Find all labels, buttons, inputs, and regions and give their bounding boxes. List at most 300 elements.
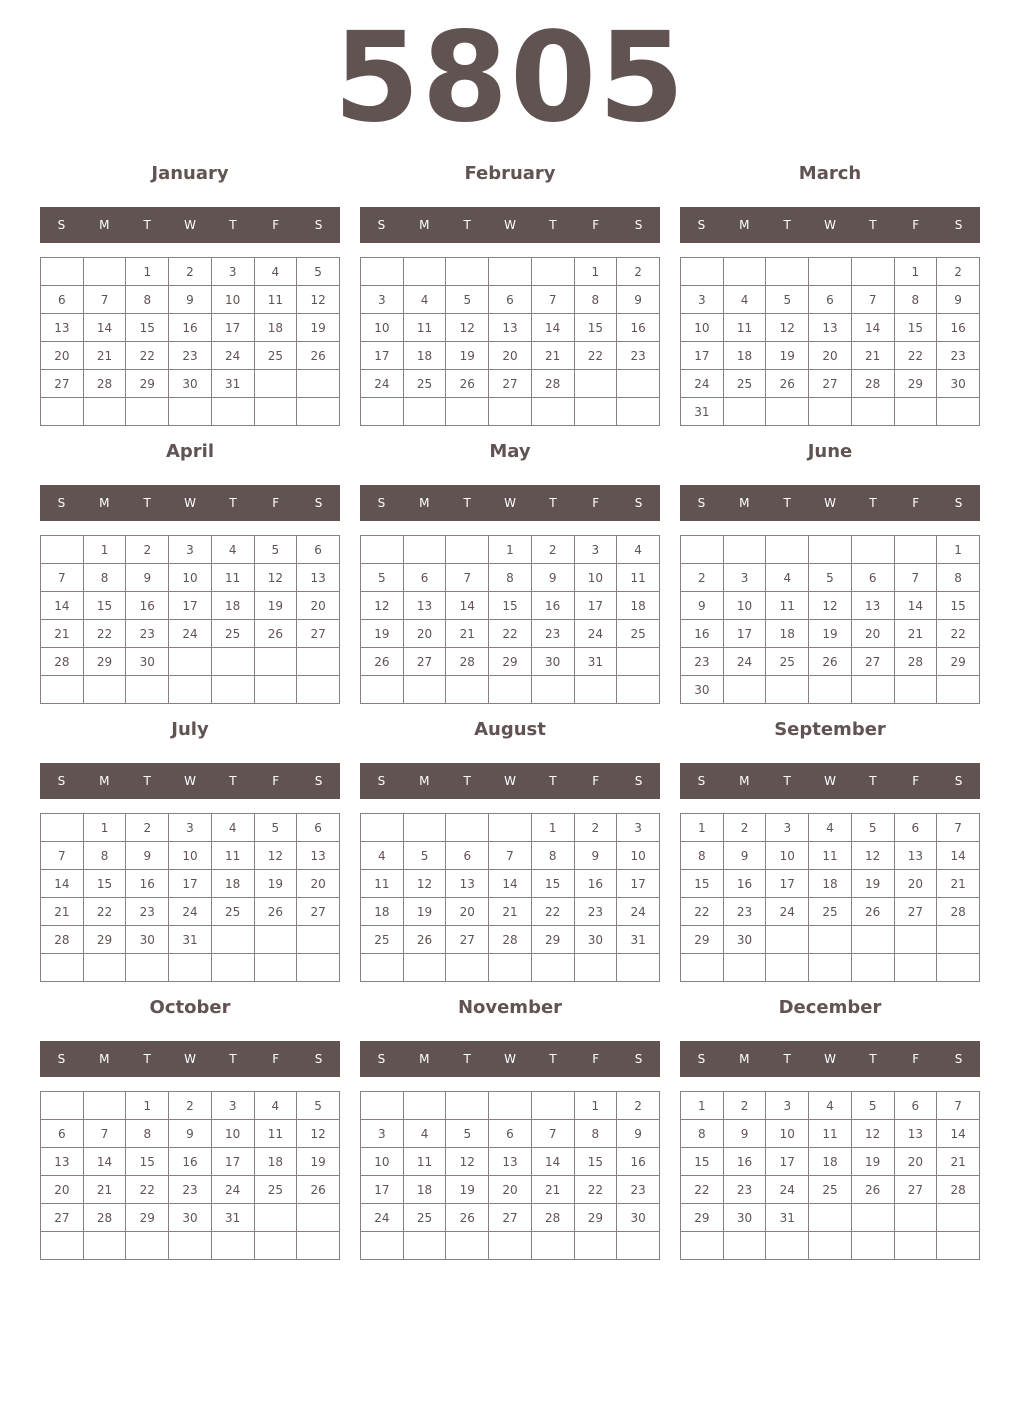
day-cell: 23 xyxy=(169,342,212,370)
day-cell: 10 xyxy=(766,1120,809,1148)
day-cell: 1 xyxy=(531,814,574,842)
day-cell: 20 xyxy=(851,620,894,648)
day-cell xyxy=(574,676,617,704)
day-cell: 21 xyxy=(83,1176,126,1204)
day-cell xyxy=(297,1204,340,1232)
day-cell xyxy=(361,536,404,564)
day-cell: 9 xyxy=(681,592,724,620)
weekday-label: M xyxy=(419,1052,430,1066)
day-cell: 24 xyxy=(574,620,617,648)
day-cell: 9 xyxy=(617,286,660,314)
day-cell: 21 xyxy=(894,620,937,648)
day-cell: 18 xyxy=(211,592,254,620)
day-cell: 19 xyxy=(297,314,340,342)
day-cell: 22 xyxy=(126,342,169,370)
day-cell: 21 xyxy=(531,1176,574,1204)
day-cell: 6 xyxy=(297,814,340,842)
weekday-label: T xyxy=(549,496,557,510)
day-grid xyxy=(680,813,980,982)
day-cell: 5 xyxy=(403,842,446,870)
day-cell xyxy=(254,676,297,704)
day-cell: 24 xyxy=(361,1204,404,1232)
day-cell: 14 xyxy=(489,870,532,898)
day-cell: 19 xyxy=(403,898,446,926)
day-cell: 14 xyxy=(83,1148,126,1176)
day-cell xyxy=(894,954,937,982)
day-cell: 8 xyxy=(574,1120,617,1148)
day-cell xyxy=(809,676,852,704)
day-cell xyxy=(41,1092,84,1120)
day-cell: 18 xyxy=(809,870,852,898)
month-january xyxy=(40,160,340,428)
month-july xyxy=(40,716,340,984)
day-cell: 22 xyxy=(489,620,532,648)
day-cell: 14 xyxy=(446,592,489,620)
week-row xyxy=(41,370,340,398)
day-cell: 22 xyxy=(126,1176,169,1204)
weekday-label: S xyxy=(57,1052,66,1066)
day-cell xyxy=(361,398,404,426)
day-cell: 13 xyxy=(446,870,489,898)
calendar-year-title: 5805 xyxy=(333,6,687,150)
day-cell: 10 xyxy=(574,564,617,592)
day-cell xyxy=(894,398,937,426)
day-cell xyxy=(446,814,489,842)
day-cell xyxy=(41,398,84,426)
day-cell: 3 xyxy=(169,536,212,564)
day-cell: 1 xyxy=(126,1092,169,1120)
day-cell xyxy=(297,676,340,704)
day-cell: 13 xyxy=(489,314,532,342)
weekday-label: F xyxy=(592,496,600,510)
day-cell: 16 xyxy=(169,1148,212,1176)
day-cell: 3 xyxy=(211,258,254,286)
day-cell xyxy=(403,258,446,286)
day-cell: 26 xyxy=(766,370,809,398)
day-cell: 31 xyxy=(617,926,660,954)
day-cell xyxy=(297,954,340,982)
day-grid xyxy=(360,813,660,982)
weekday-label: M xyxy=(739,1052,750,1066)
week-row xyxy=(361,926,660,954)
weekday-label: F xyxy=(272,774,280,788)
week-row xyxy=(41,620,340,648)
day-cell: 6 xyxy=(297,536,340,564)
day-cell: 9 xyxy=(126,842,169,870)
month-march xyxy=(680,160,980,428)
day-cell: 3 xyxy=(766,1092,809,1120)
weekday-label: M xyxy=(99,774,110,788)
day-cell: 17 xyxy=(723,620,766,648)
day-cell: 18 xyxy=(809,1148,852,1176)
day-cell xyxy=(254,1204,297,1232)
day-cell xyxy=(211,1232,254,1260)
day-cell xyxy=(446,1232,489,1260)
day-cell: 27 xyxy=(489,1204,532,1232)
week-row xyxy=(681,926,980,954)
weekday-label: S xyxy=(377,1052,386,1066)
day-cell: 13 xyxy=(851,592,894,620)
day-cell: 6 xyxy=(894,814,937,842)
week-row xyxy=(41,870,340,898)
day-cell: 11 xyxy=(723,314,766,342)
day-cell xyxy=(723,954,766,982)
day-cell xyxy=(851,1232,894,1260)
day-cell xyxy=(723,258,766,286)
day-cell: 4 xyxy=(254,258,297,286)
week-row xyxy=(361,842,660,870)
day-cell: 19 xyxy=(254,870,297,898)
day-cell: 13 xyxy=(297,564,340,592)
weekday-label: M xyxy=(739,774,750,788)
weekday-label: M xyxy=(739,496,750,510)
month-november xyxy=(360,994,660,1262)
day-cell xyxy=(41,1232,84,1260)
day-cell: 1 xyxy=(489,536,532,564)
day-cell xyxy=(126,954,169,982)
day-cell xyxy=(894,1204,937,1232)
day-cell: 1 xyxy=(83,814,126,842)
day-cell xyxy=(254,648,297,676)
day-cell: 8 xyxy=(894,286,937,314)
day-cell: 6 xyxy=(403,564,446,592)
day-cell: 6 xyxy=(489,286,532,314)
day-cell: 7 xyxy=(531,286,574,314)
day-cell: 23 xyxy=(574,898,617,926)
day-cell: 4 xyxy=(809,1092,852,1120)
day-cell xyxy=(403,954,446,982)
day-cell: 1 xyxy=(574,258,617,286)
day-cell: 5 xyxy=(297,258,340,286)
day-cell: 22 xyxy=(574,342,617,370)
day-grid xyxy=(40,257,340,426)
day-cell xyxy=(297,1232,340,1260)
week-row xyxy=(41,842,340,870)
day-cell: 27 xyxy=(41,1204,84,1232)
day-cell: 28 xyxy=(41,926,84,954)
week-row xyxy=(361,1204,660,1232)
day-cell xyxy=(126,398,169,426)
day-cell: 30 xyxy=(681,676,724,704)
weekday-label: S xyxy=(314,496,323,510)
month-name: October xyxy=(149,997,231,1018)
weekday-label: T xyxy=(463,218,471,232)
day-cell xyxy=(446,954,489,982)
day-cell: 7 xyxy=(894,564,937,592)
weekday-label: W xyxy=(184,496,196,510)
day-cell: 20 xyxy=(894,1148,937,1176)
day-cell: 15 xyxy=(531,870,574,898)
day-cell: 26 xyxy=(403,926,446,954)
day-cell: 28 xyxy=(531,370,574,398)
day-cell: 15 xyxy=(489,592,532,620)
day-cell: 23 xyxy=(617,1176,660,1204)
week-row xyxy=(361,342,660,370)
day-cell: 25 xyxy=(403,1204,446,1232)
week-row xyxy=(361,592,660,620)
weekday-label: W xyxy=(504,496,516,510)
day-cell: 11 xyxy=(809,842,852,870)
day-cell: 23 xyxy=(723,898,766,926)
day-cell xyxy=(617,398,660,426)
weekday-label: W xyxy=(824,218,836,232)
day-cell: 27 xyxy=(489,370,532,398)
day-cell xyxy=(297,398,340,426)
day-cell: 22 xyxy=(681,1176,724,1204)
day-cell: 5 xyxy=(446,286,489,314)
day-cell: 30 xyxy=(723,1204,766,1232)
day-cell: 5 xyxy=(361,564,404,592)
week-row xyxy=(681,1120,980,1148)
weekday-label: S xyxy=(634,218,643,232)
weekday-label: W xyxy=(184,774,196,788)
day-cell xyxy=(766,536,809,564)
day-cell: 10 xyxy=(211,1120,254,1148)
weekday-label: S xyxy=(697,218,706,232)
day-cell xyxy=(894,676,937,704)
day-cell xyxy=(766,676,809,704)
day-cell: 19 xyxy=(851,870,894,898)
day-cell xyxy=(809,926,852,954)
week-row xyxy=(681,398,980,426)
day-cell: 28 xyxy=(83,1204,126,1232)
day-cell xyxy=(723,536,766,564)
weekday-label: F xyxy=(912,496,920,510)
weekday-label: T xyxy=(229,496,237,510)
weekday-header xyxy=(360,763,660,799)
day-cell: 13 xyxy=(809,314,852,342)
day-cell xyxy=(851,536,894,564)
week-row xyxy=(41,1092,340,1120)
day-cell: 24 xyxy=(169,620,212,648)
weekday-label: S xyxy=(697,774,706,788)
day-cell xyxy=(937,1232,980,1260)
day-cell xyxy=(489,814,532,842)
weekday-label: S xyxy=(634,774,643,788)
weekday-label: M xyxy=(419,496,430,510)
day-cell xyxy=(574,370,617,398)
day-cell: 5 xyxy=(851,814,894,842)
day-cell: 8 xyxy=(83,842,126,870)
day-cell: 22 xyxy=(937,620,980,648)
day-cell: 24 xyxy=(766,898,809,926)
day-cell: 15 xyxy=(894,314,937,342)
week-row xyxy=(41,898,340,926)
day-cell: 4 xyxy=(723,286,766,314)
week-row xyxy=(681,898,980,926)
week-row xyxy=(361,258,660,286)
day-cell: 28 xyxy=(83,370,126,398)
day-cell: 1 xyxy=(937,536,980,564)
day-cell: 1 xyxy=(126,258,169,286)
day-cell xyxy=(531,1092,574,1120)
day-cell: 22 xyxy=(83,898,126,926)
day-cell xyxy=(766,1232,809,1260)
weekday-label: T xyxy=(869,496,877,510)
day-cell: 28 xyxy=(937,898,980,926)
day-cell xyxy=(361,954,404,982)
week-row xyxy=(681,676,980,704)
day-cell: 23 xyxy=(126,898,169,926)
day-cell: 20 xyxy=(446,898,489,926)
day-cell: 27 xyxy=(446,926,489,954)
week-row xyxy=(41,342,340,370)
month-name: December xyxy=(778,997,882,1018)
day-cell: 24 xyxy=(723,648,766,676)
day-cell: 17 xyxy=(169,592,212,620)
day-cell xyxy=(617,1232,660,1260)
weekday-label: T xyxy=(549,774,557,788)
day-cell xyxy=(254,926,297,954)
weekday-label: T xyxy=(549,1052,557,1066)
week-row xyxy=(361,814,660,842)
day-grid xyxy=(40,813,340,982)
weekday-label: W xyxy=(184,218,196,232)
day-cell: 14 xyxy=(937,1120,980,1148)
weekday-label: S xyxy=(634,496,643,510)
day-cell: 20 xyxy=(403,620,446,648)
week-row xyxy=(41,1204,340,1232)
day-cell: 31 xyxy=(169,926,212,954)
day-cell: 28 xyxy=(446,648,489,676)
day-cell: 8 xyxy=(937,564,980,592)
day-cell: 17 xyxy=(766,1148,809,1176)
day-cell: 24 xyxy=(211,1176,254,1204)
day-cell xyxy=(211,648,254,676)
weekday-label: T xyxy=(869,218,877,232)
day-cell xyxy=(126,676,169,704)
week-row xyxy=(681,1176,980,1204)
day-cell: 2 xyxy=(531,536,574,564)
day-cell: 12 xyxy=(403,870,446,898)
day-cell xyxy=(489,398,532,426)
day-cell: 30 xyxy=(574,926,617,954)
day-cell: 19 xyxy=(254,592,297,620)
month-name: September xyxy=(774,719,886,740)
day-cell: 4 xyxy=(211,536,254,564)
day-cell: 4 xyxy=(361,842,404,870)
weekday-label: F xyxy=(912,1052,920,1066)
day-cell: 30 xyxy=(169,370,212,398)
day-cell: 2 xyxy=(937,258,980,286)
day-cell xyxy=(809,398,852,426)
week-row xyxy=(681,592,980,620)
day-cell: 19 xyxy=(851,1148,894,1176)
day-cell: 13 xyxy=(41,1148,84,1176)
week-row xyxy=(361,1092,660,1120)
day-cell: 4 xyxy=(211,814,254,842)
day-cell: 24 xyxy=(361,370,404,398)
day-grid xyxy=(360,1091,660,1260)
day-cell xyxy=(403,814,446,842)
day-cell xyxy=(446,258,489,286)
month-name: February xyxy=(464,163,556,184)
day-cell: 30 xyxy=(937,370,980,398)
week-row xyxy=(681,620,980,648)
day-cell: 25 xyxy=(809,898,852,926)
month-october xyxy=(40,994,340,1262)
day-cell: 3 xyxy=(211,1092,254,1120)
day-grid xyxy=(40,1091,340,1260)
week-row xyxy=(41,564,340,592)
day-cell: 23 xyxy=(531,620,574,648)
day-cell xyxy=(446,1092,489,1120)
day-cell: 8 xyxy=(681,842,724,870)
weekday-label: M xyxy=(419,774,430,788)
day-cell: 8 xyxy=(574,286,617,314)
day-cell: 19 xyxy=(297,1148,340,1176)
day-cell: 10 xyxy=(361,314,404,342)
weekday-header xyxy=(40,763,340,799)
day-cell: 17 xyxy=(574,592,617,620)
day-cell: 27 xyxy=(297,620,340,648)
day-cell: 20 xyxy=(297,592,340,620)
day-cell: 7 xyxy=(489,842,532,870)
weekday-label: T xyxy=(869,774,877,788)
day-cell: 23 xyxy=(169,1176,212,1204)
weekday-label: S xyxy=(954,1052,963,1066)
day-cell: 19 xyxy=(446,1176,489,1204)
day-cell: 28 xyxy=(531,1204,574,1232)
week-row xyxy=(361,398,660,426)
week-row xyxy=(361,676,660,704)
day-cell: 10 xyxy=(617,842,660,870)
day-cell: 17 xyxy=(361,1176,404,1204)
week-row xyxy=(361,1148,660,1176)
weekday-label: S xyxy=(954,774,963,788)
day-cell xyxy=(809,536,852,564)
week-row xyxy=(41,676,340,704)
week-row xyxy=(41,592,340,620)
day-cell: 27 xyxy=(809,370,852,398)
day-cell: 10 xyxy=(361,1148,404,1176)
day-cell: 29 xyxy=(574,1204,617,1232)
day-cell: 27 xyxy=(894,1176,937,1204)
day-cell: 15 xyxy=(681,1148,724,1176)
weekday-label: T xyxy=(463,1052,471,1066)
day-cell: 25 xyxy=(361,926,404,954)
weekday-header xyxy=(680,1041,980,1077)
day-cell xyxy=(937,398,980,426)
weekday-label: S xyxy=(377,774,386,788)
day-cell: 10 xyxy=(681,314,724,342)
day-cell: 13 xyxy=(894,1120,937,1148)
day-cell: 2 xyxy=(617,1092,660,1120)
week-row xyxy=(681,258,980,286)
weekday-label: S xyxy=(57,774,66,788)
day-cell: 7 xyxy=(937,1092,980,1120)
day-cell xyxy=(766,398,809,426)
weekday-label: S xyxy=(377,218,386,232)
weekday-label: T xyxy=(783,1052,791,1066)
day-cell: 22 xyxy=(894,342,937,370)
weekday-label: T xyxy=(463,496,471,510)
day-cell: 11 xyxy=(254,1120,297,1148)
week-row xyxy=(681,370,980,398)
day-cell: 22 xyxy=(531,898,574,926)
day-cell: 29 xyxy=(489,648,532,676)
day-cell: 28 xyxy=(41,648,84,676)
day-cell: 5 xyxy=(297,1092,340,1120)
week-row xyxy=(681,1148,980,1176)
day-cell: 23 xyxy=(937,342,980,370)
day-cell xyxy=(211,954,254,982)
day-cell xyxy=(531,398,574,426)
day-cell: 16 xyxy=(126,870,169,898)
day-cell: 24 xyxy=(211,342,254,370)
day-cell: 3 xyxy=(723,564,766,592)
day-cell: 26 xyxy=(254,620,297,648)
